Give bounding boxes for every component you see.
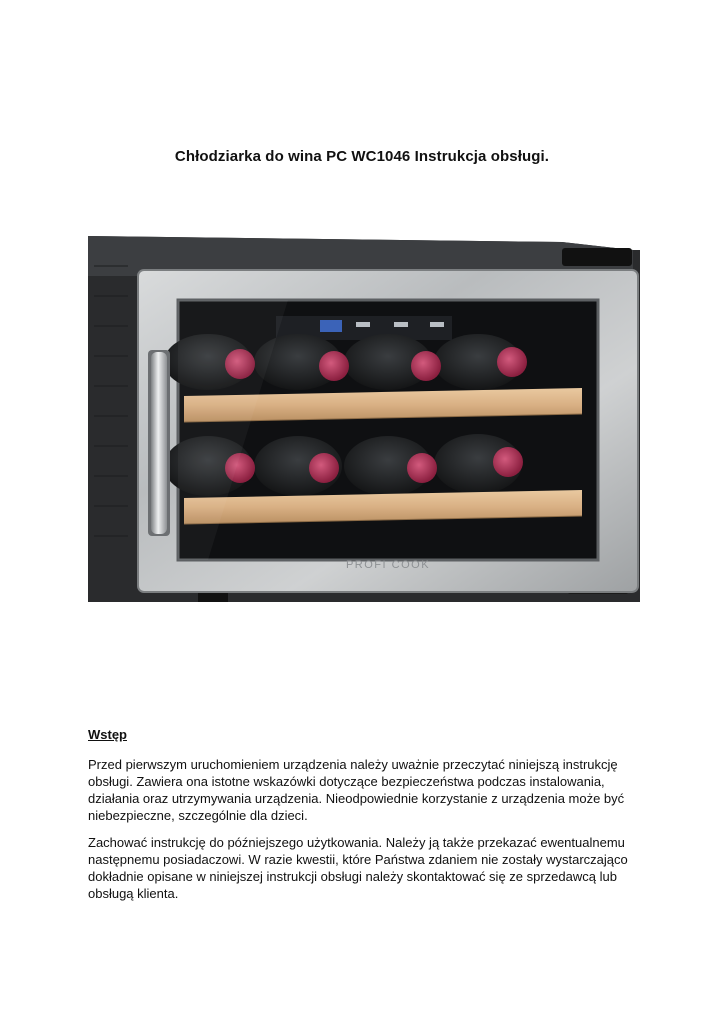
document-title: Chłodziarka do wina PC WC1046 Instrukcja obsługi.: [174, 148, 550, 165]
paragraph-1: Przed pierwszym uruchomieniem urządzenia należy uważnie przeczytać niniejszą instrukcję obsługi. Zawiera ona istotne wskazówki dotyczące bezpieczeństwa podczas instalowania, działania oraz utrzymywania urządzenia. Nieodpowiednie korzystanie z urządzenia może być niebezpieczne, szczególnie dla dzieci.: [88, 757, 625, 823]
wine-cooler-photo: [88, 236, 640, 602]
brand-logo: PROFI COOK: [345, 559, 431, 571]
paragraph-2: Zachować instrukcję do późniejszego użytkowania. Należy ją także przekazać ewentualnemu następnemu posiadaczowi. W razie kwestii, które Państwa zdaniem nie zostały wystarczająco dokładnie opisane w niniejszej instrukcji obsługi należy skontaktować się ze sprzedawcą lub obsługą klienta.: [88, 835, 628, 901]
section-heading: Wstęp: [88, 727, 127, 742]
